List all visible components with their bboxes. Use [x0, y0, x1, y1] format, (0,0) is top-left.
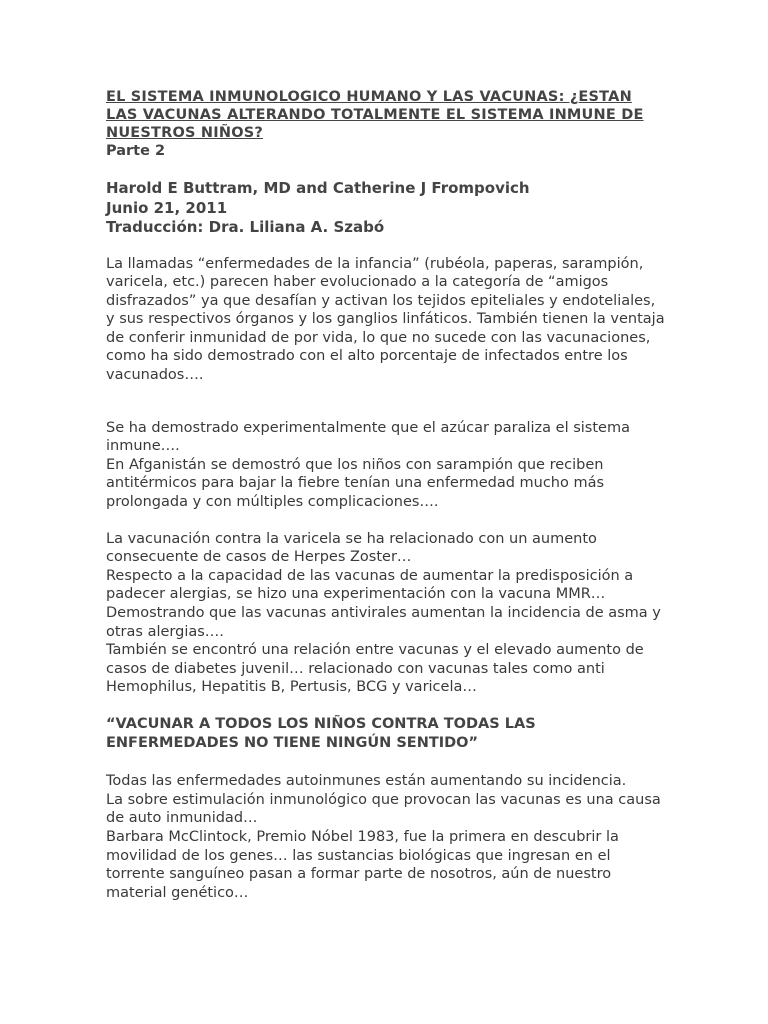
paragraph-line: Barbara McClintock, Premio Nóbel 1983, fue la primera en descubrir la movilidad de los genes… las sustancias biológicas que ingresan en el torrente sanguíneo pasan a formar parte de nosotros, aún de nuestro material genético…: [106, 828, 619, 901]
paragraph-autoimmune: [106, 772, 666, 902]
paragraph-sugar-afghanistan: [106, 419, 666, 512]
paragraph-line: Demostrando que las vacunas antivirales aumentan la incidencia de asma y otras alergias….: [106, 605, 661, 640]
paragraph-infancy-diseases: La llamadas “enfermedades de la infancia” (rubéola, paperas, sarampión, varicela, etc.) parecen haber evolucionado a la categoría de “amigos disfrazados” ya que desafían y activan los tejidos epiteliales y endoteliales, y sus respectivos órganos y los ganglios linfáticos. También tienen la ventaja de conferir inmunidad de por vida, lo que no sucede con las vacunaciones, como ha sido demostrado con el alto porcentaje de infectados entre los vacunados….: [106, 255, 665, 384]
paragraph-line: Respecto a la capacidad de las vacunas de aumentar la predisposición a padecer alergias, se hizo una experimentación con la vacuna MMR…: [106, 567, 634, 603]
paragraph-line: La sobre estimulación inmunológico que provocan las vacunas es una causa de auto inmunidad…: [106, 791, 661, 827]
document-meta: [106, 179, 668, 238]
paragraph-line: También se encontró una relación entre vacunas y el elevado aumento de casos de diabetes juvenil… relacionado con vacunas tales como anti Hemophilus, Hepatitis B, Pertusis, BCG y varicela…: [106, 642, 644, 696]
authors: Harold E Buttram, MD and Catherine J Frompovich: [106, 179, 530, 197]
paragraph-line: Todas las enfermedades autoinmunes están aumentando su incidencia.: [106, 773, 627, 790]
translation-credit: Traducción: Dra. Liliana A. Szabó: [106, 218, 385, 236]
paragraph-vaccine-effects: [106, 530, 666, 697]
paragraph-line: Se ha demostrado experimentalmente que el azúcar paraliza el sistema inmune….: [106, 419, 630, 455]
publication-date: Junio 21, 2011: [106, 198, 228, 217]
paragraph-line: En Afganistán se demostró que los niños con sarampión que reciben antitérmicos para bajar la fiebre tenían una enfermedad mucho más prolongada y con múltiples complicaciones….: [106, 456, 605, 511]
quote-heading: “VACUNAR A TODOS LOS NIÑOS CONTRA TODAS LAS ENFERMEDADES NO TIENE NINGÚN SENTIDO”: [106, 715, 536, 751]
paragraph-line: La vacunación contra la varicela se ha relacionado con un aumento consecuente de casos de Herpes Zoster…: [106, 530, 597, 566]
document-part: Parte 2: [106, 143, 166, 159]
document-title: EL SISTEMA INMUNOLOGICO HUMANO Y LAS VACUNAS: ¿ESTAN LAS VACUNAS ALTERANDO TOTALMENTE EL SISTEMA INMUNE DE NUESTROS NIÑOS?: [106, 89, 644, 141]
